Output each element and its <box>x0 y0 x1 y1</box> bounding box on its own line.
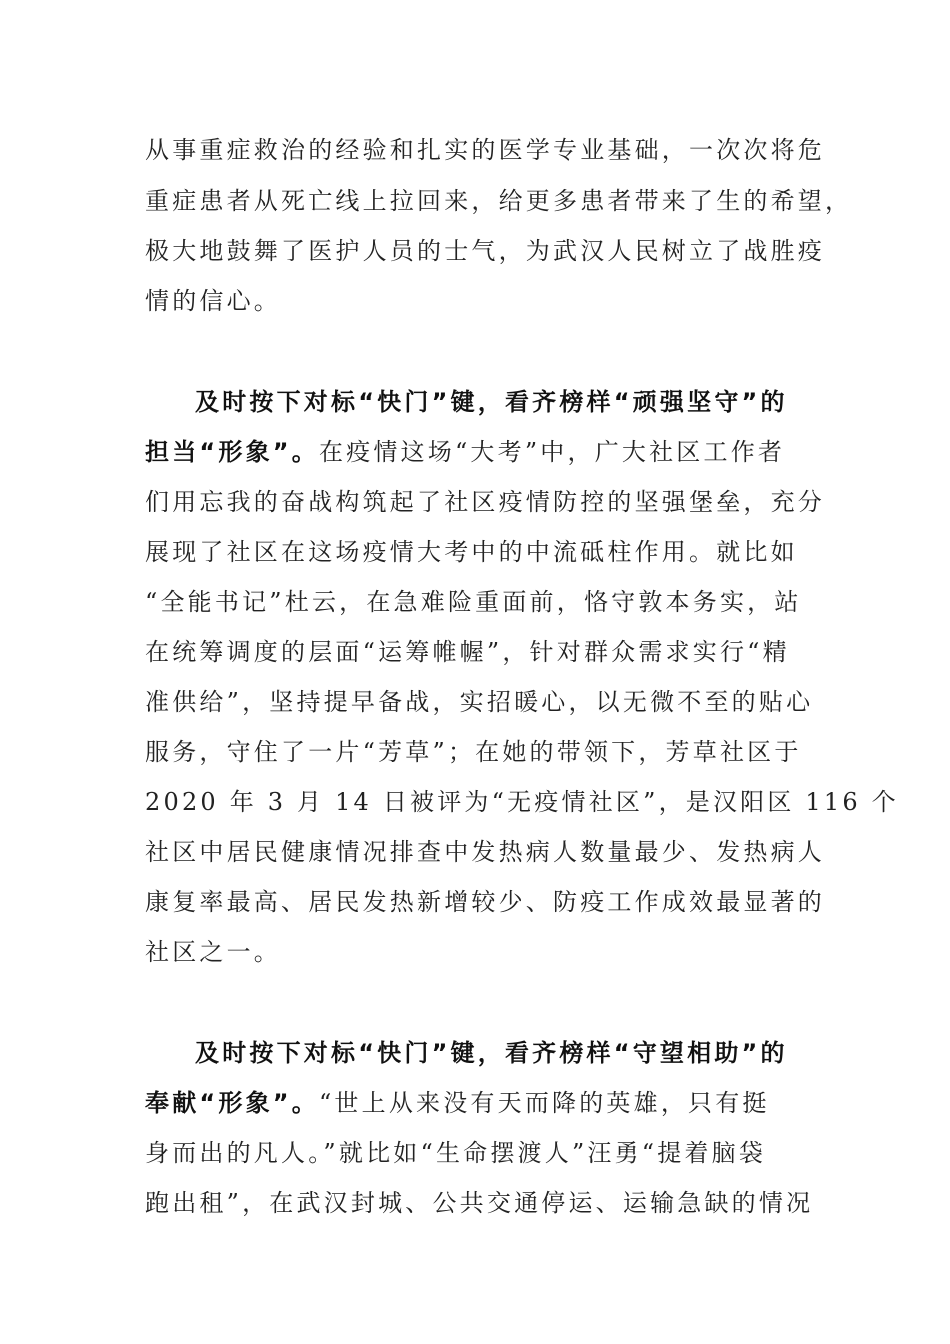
paragraph-2-line-8: 服务，守住了一片“芳草”；在她的带领下，芳草社区于 <box>145 738 802 766</box>
paragraph-2-line-2-text: 在疫情这场“大考”中，广大社区工作者 <box>318 438 786 466</box>
paragraph-2-line-4: 展现了社区在这场疫情大考中的中流砥柱作用。就比如 <box>145 538 798 566</box>
paragraph-1-line-2: 重症患者从死亡线上拉回来，给更多患者带来了生的希望， <box>145 187 853 215</box>
paragraph-2-line-3: 们用忘我的奋战构筑起了社区疫情防控的坚强堡垒，充分 <box>145 488 825 516</box>
paragraph-1-line-4: 情的信心。 <box>145 287 281 315</box>
paragraph-1-line-1: 从事重症救治的经验和扎实的医学专业基础，一次次将危 <box>145 136 825 164</box>
paragraph-3-line-2-text: “世上从来没有天而降的英雄，只有挺 <box>318 1089 770 1117</box>
paragraph-3-heading: 及时按下对标“快门”键，看齐榜样“守望相助”的 <box>195 1039 788 1067</box>
paragraph-2-heading: 及时按下对标“快门”键，看齐榜样“顽强坚守”的 <box>195 388 788 416</box>
paragraph-3-line-3: 身而出的凡人。”就比如“生命摆渡人”汪勇“提着脑袋 <box>145 1139 767 1167</box>
paragraph-2-line-7: 准供给”，坚持提早备战，实招暖心，以无微不至的贴心 <box>145 688 814 716</box>
paragraph-2-line-11: 康复率最高、居民发热新增较少、防疫工作成效最显著的 <box>145 888 825 916</box>
paragraph-3-line-4: 跑出租”，在武汉封城、公共交通停运、运输急缺的情况 <box>145 1189 814 1217</box>
paragraph-2-line-12: 社区之一。 <box>145 938 281 966</box>
paragraph-3-line-2 <box>145 1083 785 1123</box>
paragraph-2-line-2 <box>145 432 785 472</box>
paragraph-2-line-10: 社区中居民健康情况排查中发热病人数量最少、发热病人 <box>145 838 825 866</box>
paragraph-3-heading-end: 奉献“形象”。 <box>145 1089 319 1117</box>
paragraph-2-line-6: 在统筹调度的层面“运筹帷幄”，针对群众需求实行“精 <box>145 638 790 666</box>
paragraph-2-heading-end: 担当“形象”。 <box>145 438 319 466</box>
paragraph-2-line-9: 2020 年 3 月 14 日被评为“无疫情社区”，是汉阳区 116 个 <box>145 788 899 816</box>
paragraph-2-line-5: “全能书记”杜云，在急难险重面前，恪守敦本务实，站 <box>145 588 802 616</box>
paragraph-1-line-3: 极大地鼓舞了医护人员的士气，为武汉人民树立了战胜疫 <box>145 237 825 265</box>
